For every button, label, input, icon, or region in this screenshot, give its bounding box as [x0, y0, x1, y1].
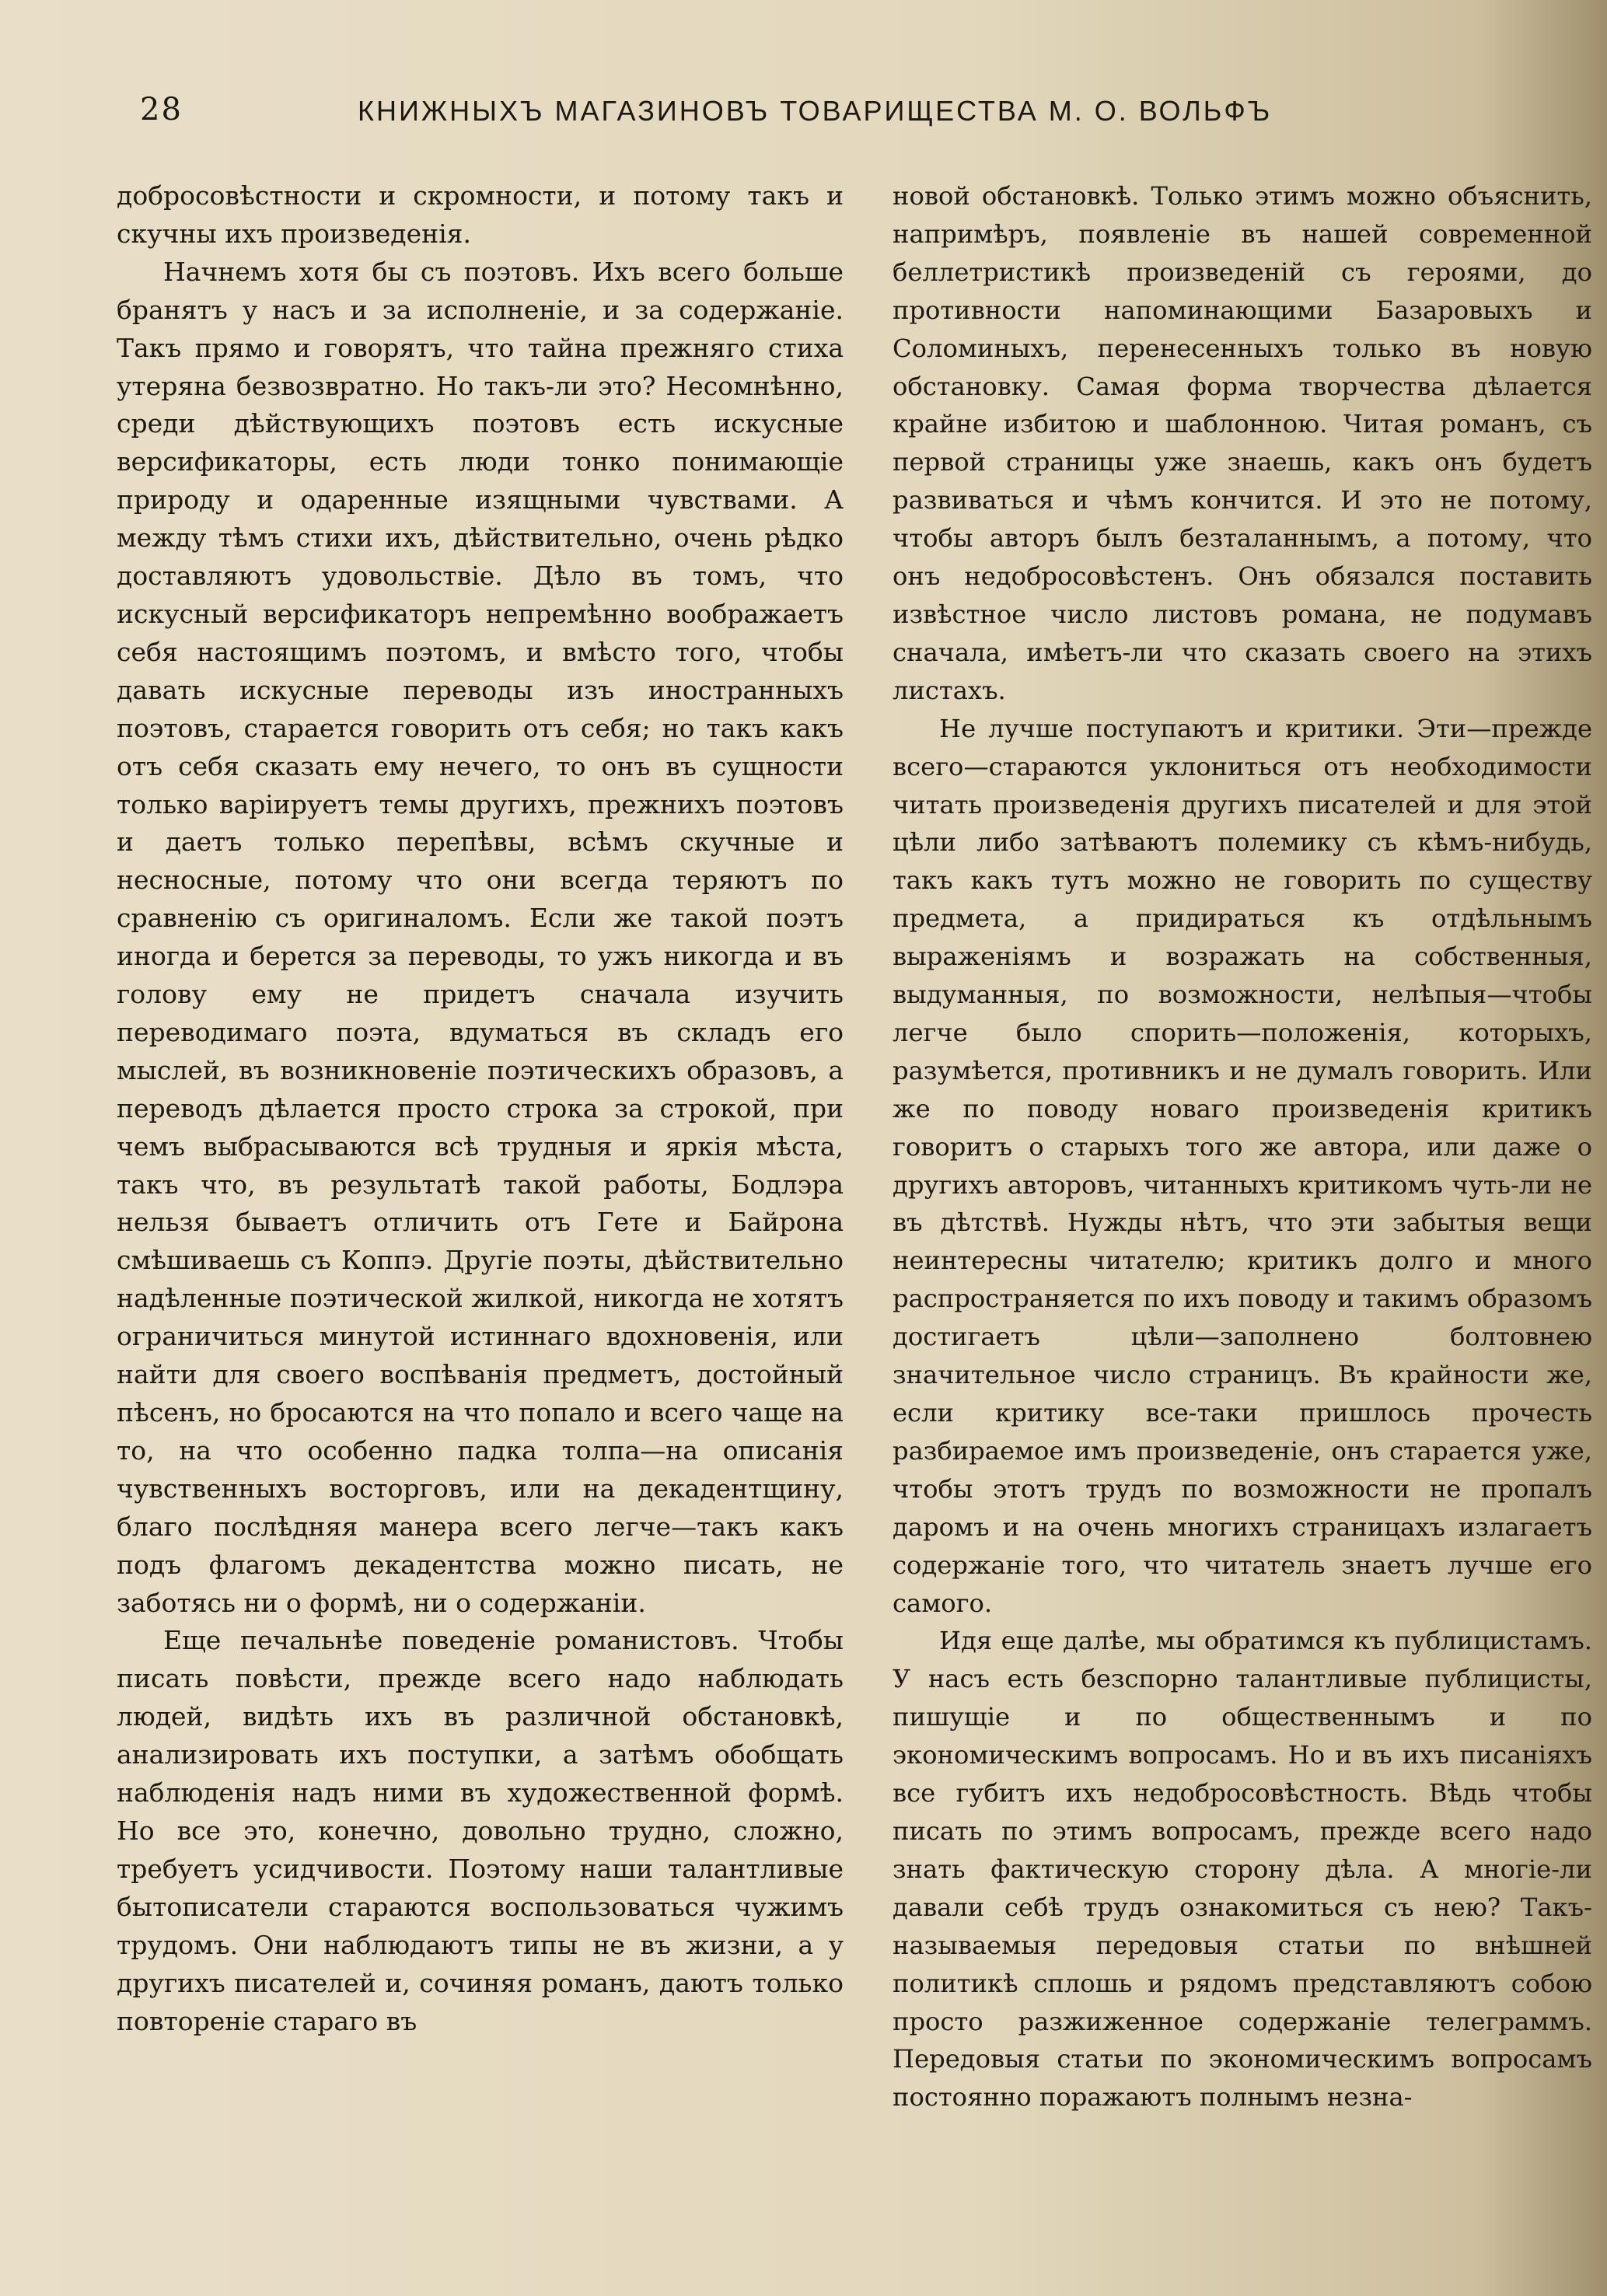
left-column: [117, 177, 844, 2040]
paragraph: Начнемъ хотя бы съ поэтовъ. Ихъ всего больше бранятъ у насъ и за исполненіе, и за содержаніе. Такъ прямо и говорятъ, что тайна прежняго стиха утеряна безвозвратно. Но такъ-ли это? Несомнѣнно, среди дѣйствующихъ поэтовъ есть искусные версификаторы, есть люди тонко понимающіе природу и одаренные изящными чувствами. А между тѣмъ стихи ихъ, дѣйствительно, очень рѣдко доставляютъ удовольствіе. Дѣло въ томъ, что искусный версификаторъ непремѣнно воображаетъ себя настоящимъ поэтомъ, и вмѣсто того, чтобы давать искусные переводы изъ иностранныхъ поэтовъ, старается говорить отъ себя; но такъ какъ отъ себя сказать ему нечего, то онъ въ сущности только варіируетъ темы другихъ, прежнихъ поэтовъ и даетъ только перепѣвы, всѣмъ скучные и несносные, потому что они всегда теряютъ по сравненію съ оригиналомъ. Если же такой поэтъ иногда и берется за переводы, то ужъ никогда и въ голову ему не придетъ сначала изучить переводимаго поэта, вдуматься въ складъ его мыслей, въ возникновеніе поэтическихъ образовъ, а переводъ дѣлается просто строка за строкой, при чемъ выбрасываются всѣ трудныя и яркія мѣста, такъ что, въ результатѣ такой работы, Бодлэра нельзя бываетъ отличить отъ Гете и Байрона смѣшиваешь съ Коппэ. Другіе поэты, дѣйствительно надѣленные поэтической жилкой, никогда не хотятъ ограничиться минутой истиннаго вдохновенія, или найти для своего воспѣванія предметъ, достойный пѣсенъ, но бросаются на что попало и всего чаще на то, на что особенно падка толпа—на описанія чувственныхъ восторговъ, или на декадентщину, благо послѣдняя манера всего легче—такъ какъ подъ флагомъ декадентства можно писать, не заботясь ни о формѣ, ни о содержаніи.: [117, 256, 844, 1618]
page-header: [117, 92, 1578, 138]
page-number: 28: [140, 92, 183, 128]
paragraph: Не лучше поступаютъ и критики. Эти—прежде всего—стараются уклониться отъ необходимости читать произведенія другихъ писателей и для этой цѣли либо затѣваютъ полемику съ кѣмъ-нибудь, такъ какъ тутъ можно не говорить по существу предмета, а придираться къ отдѣльнымъ выраженіямъ и возражать на собственныя, выдуманныя, по возможности, нелѣпыя—чтобы легче было спорить—положенія, которыхъ, разумѣется, противникъ и не думалъ говорить. Или же по поводу новаго произведенія критикъ говоритъ о старыхъ того же автора, или даже о другихъ авторовъ, читанныхъ критикомъ чуть-ли не въ дѣтствѣ. Нужды нѣтъ, что эти забытыя вещи неинтересны читателю; критикъ долго и много распространяется по ихъ поводу и такимъ образомъ достигаетъ цѣли—заполнено болтовнею значительное число страницъ. Въ крайности же, если критику все-таки пришлось прочесть разбираемое имъ произведеніе, онъ старается уже, чтобы этотъ трудъ по возможности не пропалъ даромъ и на очень многихъ страницахъ излагаетъ содержаніе того, что читатель знаетъ лучше его самого.: [893, 713, 1592, 1618]
paragraph: Еще печальнѣе поведеніе романистовъ. Чтобы писать повѣсти, прежде всего надо наблюдать людей, видѣть ихъ въ различной обстановкѣ, анализировать ихъ поступки, а затѣмъ обобщать наблюденія надъ ними въ художественной формѣ. Но все это, конечно, довольно трудно, сложно, требуетъ усидчивости. Поэтому наши талантливые бытописатели стараются воспользоваться чужимъ трудомъ. Они наблюдаютъ типы не въ жизни, а у другихъ писателей и, сочиняя романъ, даютъ только повтореніе стараго въ: [117, 1625, 844, 2036]
paragraph: добросовѣстности и скромности, и потому такъ и скучны ихъ произведенія.: [117, 180, 844, 249]
paragraph: новой обстановкѣ. Только этимъ можно объяснить, напримѣръ, появленіе въ нашей современной беллетристикѣ произведеній съ героями, до противности напоминающими Базаровыхъ и Соломиныхъ, перенесенныхъ только въ новую обстановку. Самая форма творчества дѣлается крайне избитою и шаблонною. Читая романъ, съ первой страницы уже знаешь, какъ онъ будетъ развиваться и чѣмъ кончится. И это не потому, чтобы авторъ былъ безталаннымъ, а потому, что онъ недобросовѣстенъ. Онъ обязался поставить извѣстное число листовъ романа, не подумавъ сначала, имѣетъ-ли что сказать своего на этихъ листахъ.: [893, 181, 1592, 705]
running-title: КНИЖНЫХЪ МАГАЗИНОВЪ ТОВАРИЩЕСТВА М. О. ВОЛЬФЪ: [358, 95, 1273, 127]
paragraph: Идя еще далѣе, мы обратимся къ публицистамъ. У насъ есть безспорно талантливые публицисты, пишущіе и по общественнымъ и по экономическимъ вопросамъ. Но и въ ихъ писаніяхъ все губитъ ихъ недобросовѣстность. Вѣдь чтобы писать по этимъ вопросамъ, прежде всего надо знать фактическую сторону дѣла. А многіе-ли давали себѣ трудъ ознакомиться съ нею? Такъ-называемыя передовыя статьи по внѣшней политикѣ сплошь и рядомъ представляютъ собою просто разжиженное содержаніе телеграммъ. Передовыя статьи по экономическимъ вопросамъ постоянно поражаютъ полнымъ незна-: [893, 1626, 1592, 2113]
right-column: [893, 177, 1592, 2116]
